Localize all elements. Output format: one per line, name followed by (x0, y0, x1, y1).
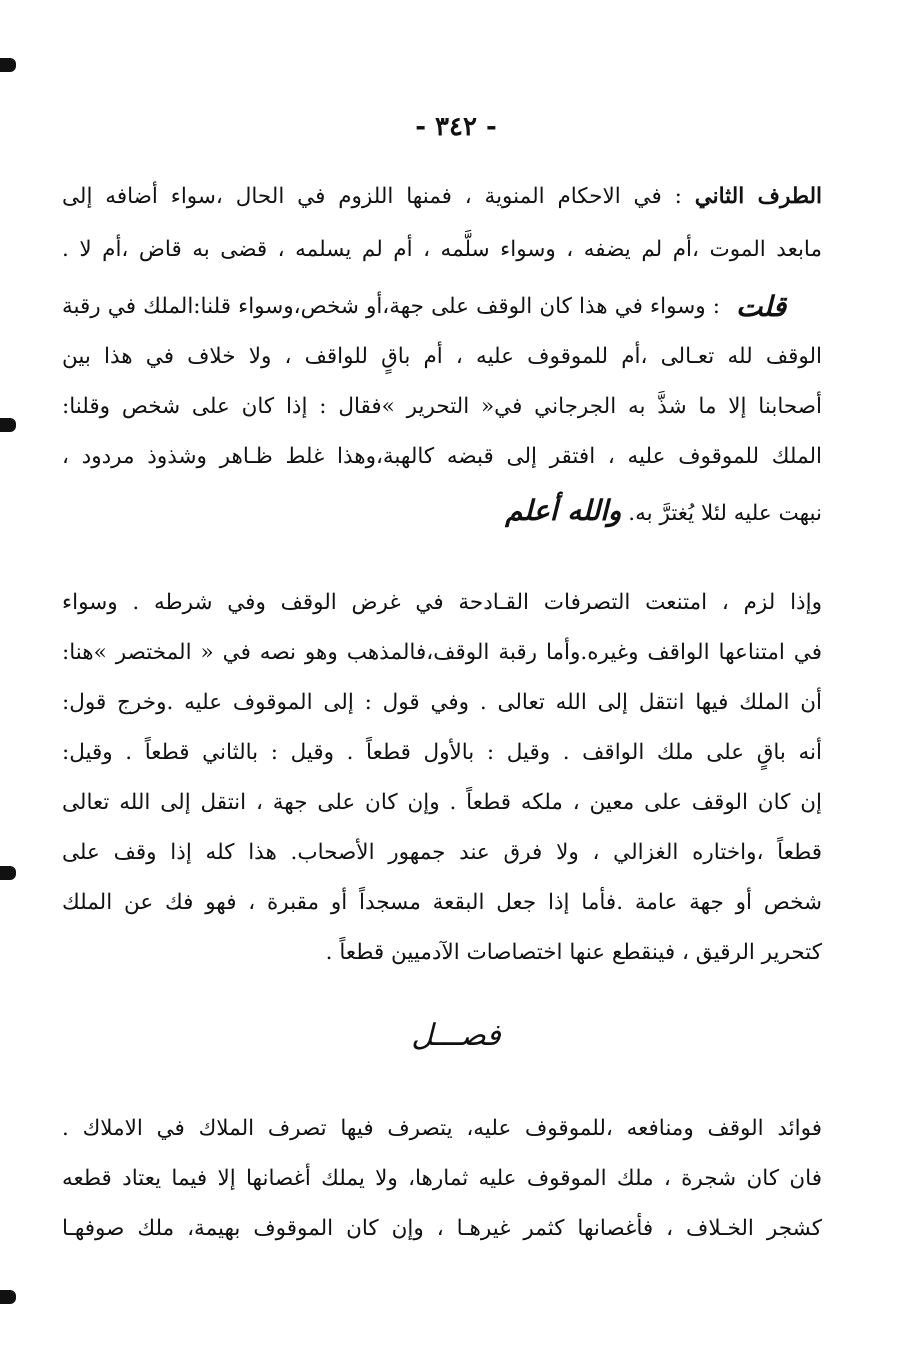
edge-mark (0, 1290, 16, 1304)
text-line: وإذا لزم ، امتنعت التصرفات القـادحة في غرض الوقف وفي شرطه . وسواء (62, 590, 822, 615)
edge-mark (0, 866, 16, 880)
edge-mark (0, 418, 16, 432)
text-line: أن الملك فيها انتقل إلى الله تعالى . وفي قول : إلى الموقوف عليه .وخرج قول: (62, 690, 822, 715)
text-line: في امتناعها الواقف وغيره.وأما رقبة الوقف،فالمذهب وهو نصه في « المختصر »هنا: (62, 640, 822, 665)
text-line: أصحابنا إلا ما شذَّ به الجرجاني في« التحرير »فقال : إذا كان على شخص وقلنا: (62, 394, 822, 419)
edge-mark (0, 58, 16, 72)
text-line: كتحرير الرقيق ، فينقطع عنها اختصاصات الآدميين قطعاً . (325, 940, 822, 965)
text-line: أنه باقٍ على ملك الواقف . وقيل : بالأول قطعاً . وقيل : بالثاني قطعاً . وقيل: (62, 740, 822, 765)
text-line (62, 180, 822, 214)
section-lead: الطرف الثاني (694, 184, 822, 209)
page-number: - ٣٤٢ - (415, 112, 497, 142)
text-line (62, 494, 822, 531)
text-line: مابعد الموت ،أم لم يضفه ، وسواء سلَّمه ، أم لم يسلمه ، قضى به قاض ،أم لا . (62, 237, 822, 262)
text-line: شخص أو جهة عامة .فأما إذا جعل البقعة مسجداً أو مقبرة ، فهو فك عن الملك (62, 890, 822, 915)
text-span: : في الاحكام المنوية ، فمنها اللزوم في الحال ،سواء أضافه إلى (62, 184, 682, 209)
text-line: الوقف لله تعـالى ،أم للموقوف عليه ، أم باقٍ للواقف ، ولا خلاف في هذا بين (62, 344, 822, 369)
text-line: فوائد الوقف ومنافعه ،للموقوف عليه، يتصرف فيها تصرف الملاك في الاملاك . (62, 1116, 822, 1141)
text-line: إن كان الوقف على معين ، ملكه قطعاً . وإن كان على جهة ، انتقل إلى الله تعالى (62, 790, 822, 815)
text-line: الملك للموقوف عليه ، افتقر إلى قبضه كالهبة،وهذا غلط ظـاهر وشذوذ مردود ، (62, 444, 822, 469)
text-span: نبهت عليه لئلا يُغترَّ به. (628, 501, 822, 526)
text-line: فان كان شجرة ، ملك الموقوف عليه ثمارها، ولا يملك أغصانها إلا فيما يعتاد قطعه (62, 1166, 822, 1191)
text-line: : وسواء في هذا كان الوقف على جهة،أو شخص،وسواء قلنا:الملك في رقبة (62, 294, 720, 319)
text-line: كشجر الخـلاف ، فأغصانها كثمر غيرهـا ، وإن كان الموقوف بهيمة، ملك صوفهـا (62, 1216, 822, 1241)
closing-phrase: والله أعلم (505, 494, 622, 527)
section-title: فصـــل (411, 1018, 501, 1053)
margin-note: قلت (736, 290, 787, 323)
text-line: قطعاً ،واختاره الغزالي ، ولا فرق عند جمهور الأصحاب. هذا كله إذا وقف على (62, 840, 822, 865)
